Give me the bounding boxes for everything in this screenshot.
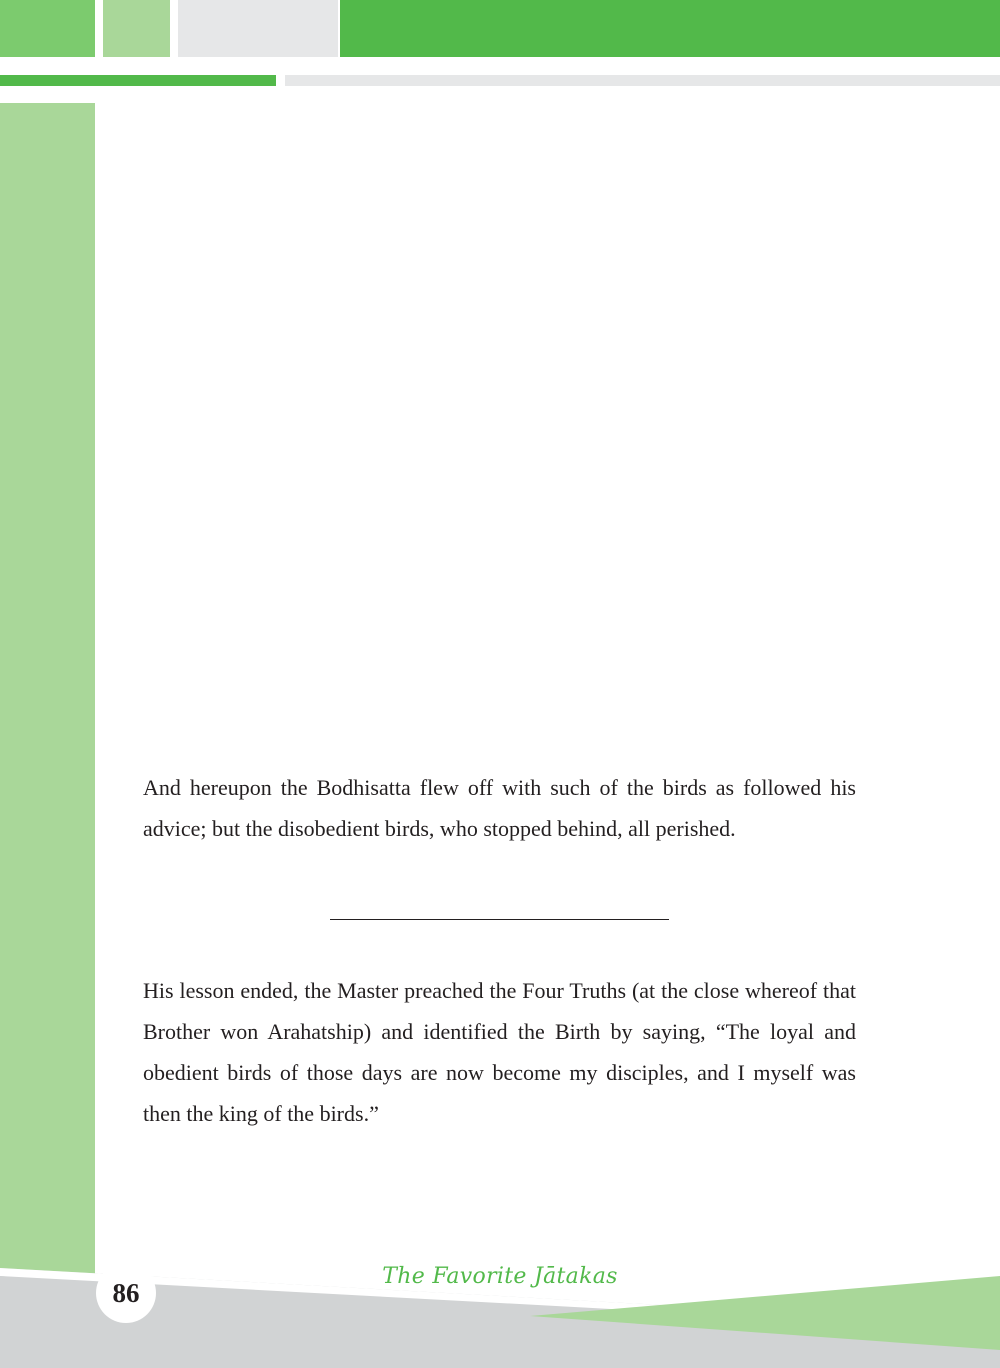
paragraph-birds-flee: And hereupon the Bodhisatta flew off with such of the birds as followed his advice; but the disobedient birds, who stopped behind, all perished.	[143, 775, 856, 841]
header-bar-green	[340, 0, 1000, 57]
page-number: 86	[112, 1278, 140, 1308]
header-block-green-mid	[0, 0, 95, 57]
header-block-grey	[178, 0, 338, 57]
paragraph-master-lesson: His lesson ended, the Master preached the Four Truths (at the close whereof that Brother won Arahatship) and identified the Birth by saying, “The loyal and obedient birds of those days are now become my disciples, and I myself was then the king of the birds.”	[143, 978, 856, 1126]
book-title-footer: The Favorite Jātakas	[382, 1264, 618, 1289]
left-sidebar-bar	[0, 103, 95, 1368]
section-separator-line	[330, 919, 669, 920]
header-stripe-grey	[285, 75, 1000, 86]
header-block-green-light	[103, 0, 170, 57]
header-stripe-green	[0, 75, 276, 86]
